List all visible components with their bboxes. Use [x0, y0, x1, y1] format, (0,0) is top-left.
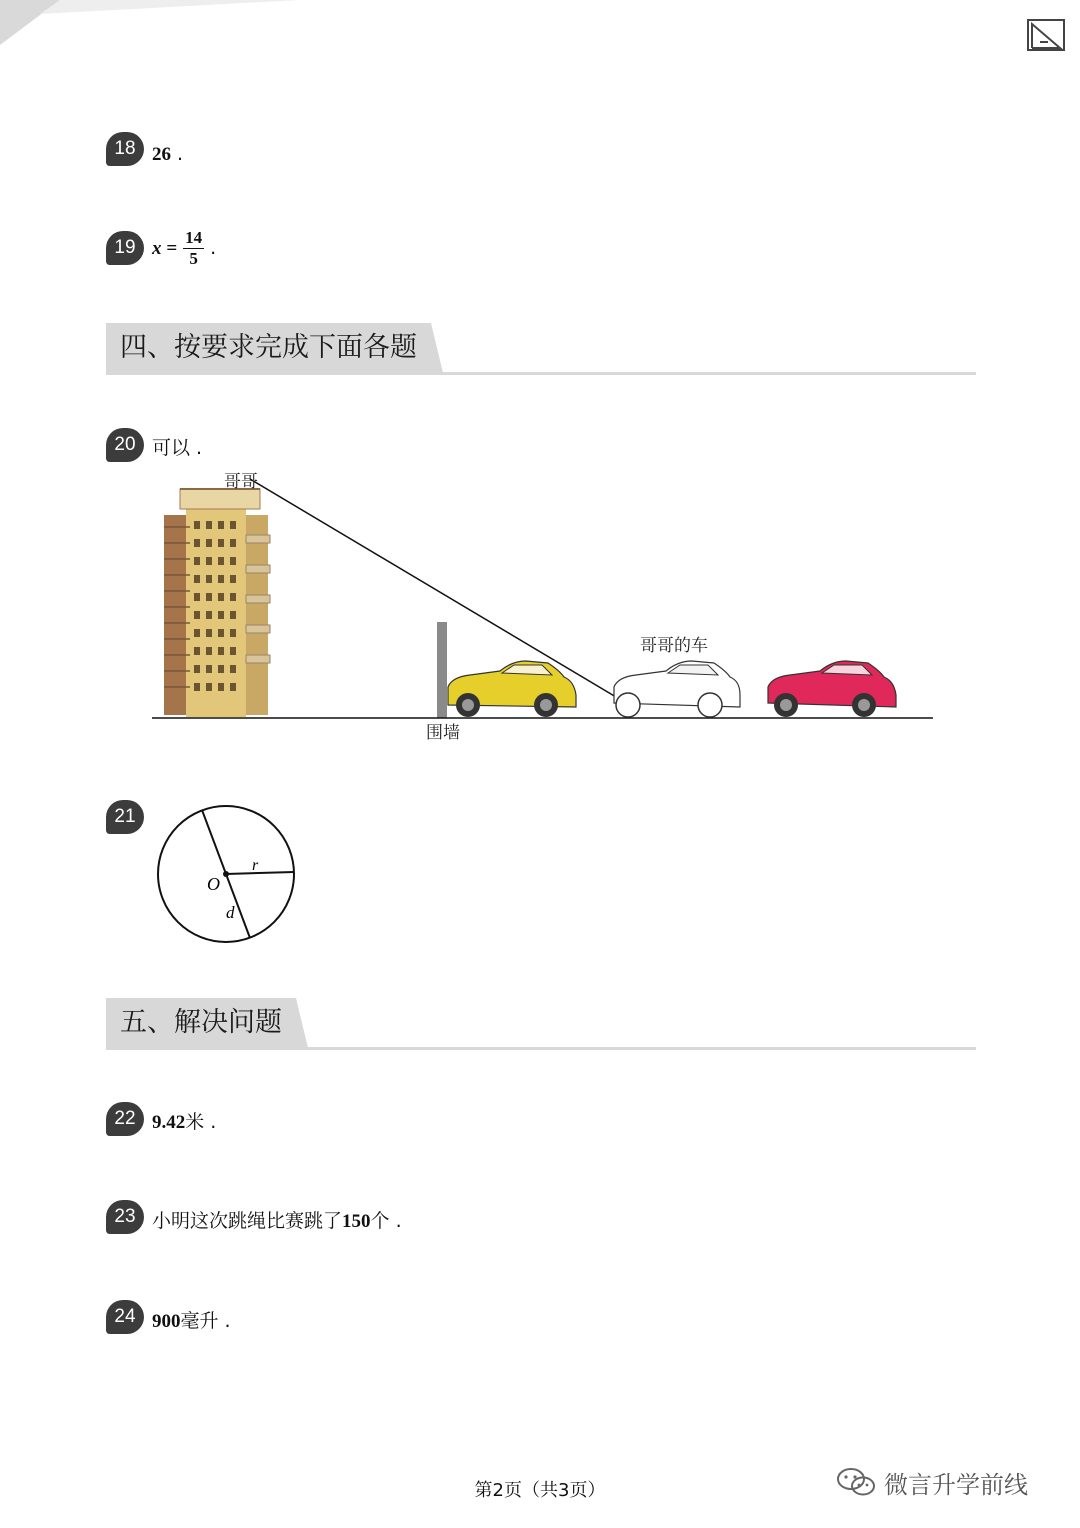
answer-unit: 毫升: [180, 1310, 219, 1332]
answer-suffix: .: [190, 437, 203, 459]
answer-number: 900: [152, 1311, 181, 1332]
radius-label: r: [252, 857, 259, 874]
corner-decoration: [0, 0, 300, 60]
answer-value: 可以: [152, 437, 191, 459]
answer-24: [152, 1309, 231, 1334]
fraction: [183, 228, 204, 269]
fraction-denominator: 5: [189, 249, 198, 268]
answer-suffix: .: [204, 237, 217, 259]
question-number: 22: [106, 1102, 144, 1136]
yellow-car: [448, 661, 576, 717]
answer-text: 小明这次跳绳比赛跳了: [152, 1210, 343, 1232]
question-number: 21: [106, 800, 144, 834]
question-number: 18: [106, 132, 144, 166]
figure-20: [150, 465, 940, 750]
answer-number: 9.42: [152, 1112, 186, 1133]
answer-unit: 个: [370, 1210, 390, 1232]
watermark-text: 微言升学前线: [884, 1470, 1028, 1499]
answer-value: 26: [152, 144, 171, 165]
wall-label: 围墙: [426, 723, 460, 743]
figure-21-circle: [150, 800, 300, 950]
wall: [437, 622, 447, 718]
answer-23: [152, 1209, 402, 1234]
wechat-icon: [836, 1466, 876, 1498]
answer-variable: x =: [152, 238, 178, 259]
brother-car-label: 哥哥的车: [640, 636, 708, 656]
brother-label: 哥哥: [224, 472, 258, 492]
question-number: 23: [106, 1200, 144, 1234]
answer-suffix: .: [171, 143, 184, 165]
answer-19: [152, 228, 216, 269]
red-car: [768, 661, 896, 717]
question-number: 19: [106, 231, 144, 265]
answer-suffix: .: [204, 1111, 217, 1133]
section-header: [106, 323, 976, 375]
answer-22: [152, 1110, 216, 1135]
section-header: [106, 998, 976, 1050]
section-title: 四、按要求完成下面各题: [120, 332, 417, 363]
section-title: 五、解决问题: [120, 1007, 282, 1038]
diameter-label: d: [226, 903, 235, 922]
sight-line: [250, 479, 616, 697]
answer-suffix: .: [389, 1210, 402, 1232]
radius-line: [226, 872, 294, 874]
center-point: [223, 871, 229, 877]
page-footer: 第2页（共3页）: [474, 1480, 606, 1501]
answer-18: [152, 142, 183, 167]
answer-20: [152, 436, 202, 460]
question-number: 20: [106, 428, 144, 462]
answer-number: 150: [342, 1211, 371, 1232]
answer-unit: 米: [185, 1111, 205, 1133]
center-label: O: [207, 874, 220, 894]
answer-suffix: .: [218, 1310, 231, 1332]
triangle-ruler-icon: [1026, 18, 1066, 52]
white-car: [614, 661, 740, 717]
building: [164, 489, 270, 717]
question-number: 24: [106, 1300, 144, 1334]
watermark: [836, 1462, 1028, 1502]
fraction-numerator: 14: [185, 228, 203, 247]
